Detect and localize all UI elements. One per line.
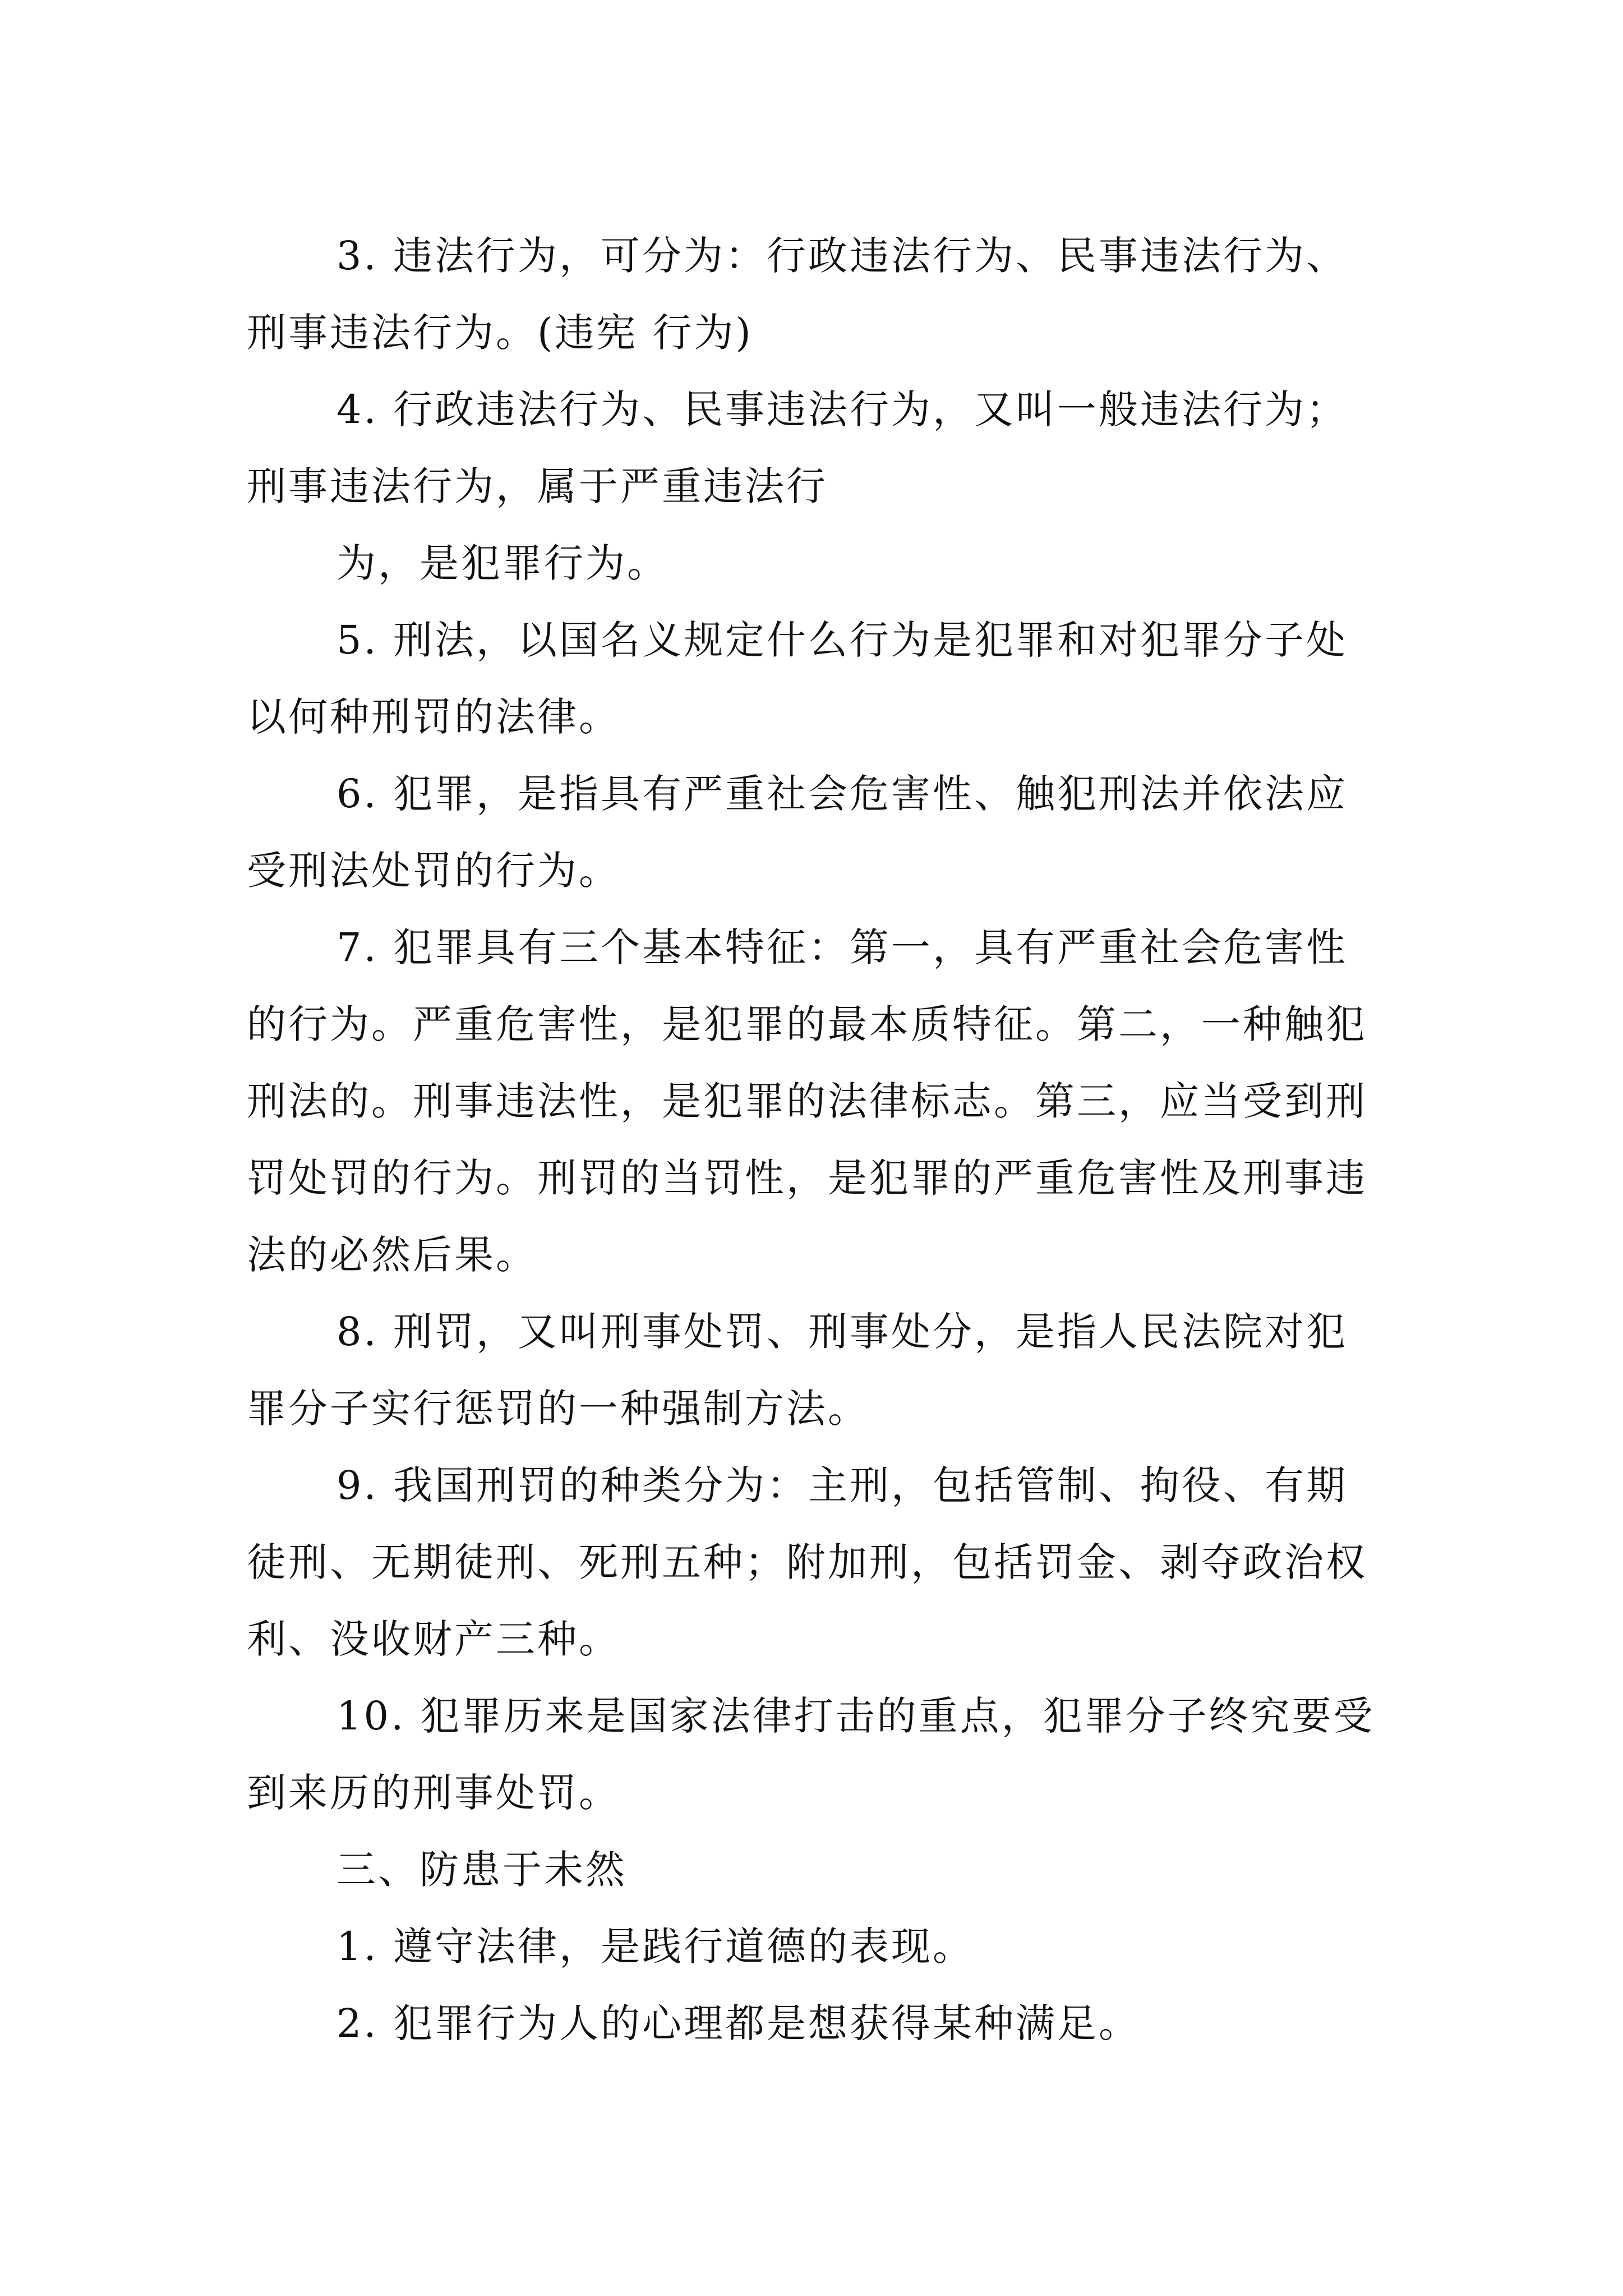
paragraph-10: 10. 犯罪历来是国家法律打击的重点，犯罪分子终究要受到来历的刑事处罚。 [247,1693,1375,1816]
paragraph-6: 6. 犯罪，是指具有严重社会危害性、触犯刑法并依法应受刑法处罚的行为。 [247,771,1348,894]
paragraph-4: 4. 行政违法行为、民事违法行为，又叫一般违法行为；刑事违法行为，属于严重违法行 [247,386,1348,509]
section-item-2: 2. 犯罪行为人的心理都是想获得某种满足。 [336,2000,1141,2046]
paragraph-8: 8. 刑罚，又叫刑事处罚、刑事处分，是指人民法院对犯罪分子实行惩罚的一种强制方法。 [247,1309,1348,1432]
paragraph-7: 7. 犯罪具有三个基本特征：第一，具有严重社会危害性的行为。严重危害性，是犯罪的最本质特征。第二，一种触犯刑法的。刑事违法性，是犯罪的法律标志。第三，应当受到刑罚处罚的行为。刑罚的当罚性，是犯罪的严重危害性及刑事违法的必然后果。 [247,924,1367,1278]
paragraph-9: 9. 我国刑罚的种类分为：主刑，包括管制、拘役、有期徒刑、无期徒刑、死刑五种；附加刑，包括罚金、剥夺政治权利、没收财产三种。 [247,1462,1367,1662]
paragraph-4-continued: 为，是犯罪行为。 [336,540,668,586]
section-item-1: 1. 遵守法律，是践行道德的表现。 [336,1924,975,1970]
paragraph-5: 5. 刑法，以国名义规定什么行为是犯罪和对犯罪分子处以何种刑罚的法律。 [247,617,1348,740]
paragraph-3: 3. 违法行为，可分为：行政违法行为、民事违法行为、刑事违法行为。(违宪 行为) [247,233,1348,356]
section-heading: 三、防患于未然 [336,1847,627,1893]
document-body [247,218,1380,2062]
